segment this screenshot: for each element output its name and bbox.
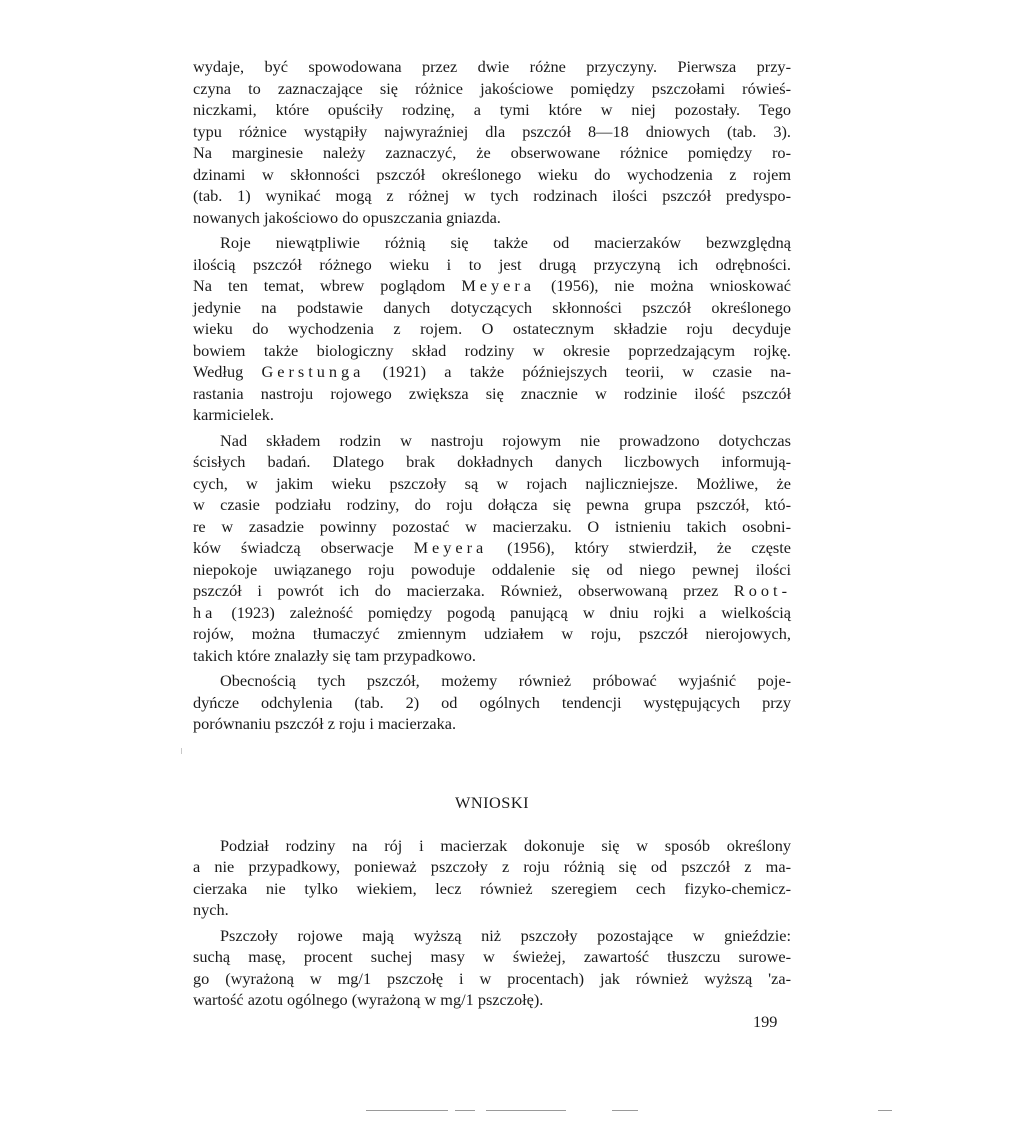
text-line: re w zasadzie powinny pozostać w macierzaku. O istnieniu takich osobni- <box>193 516 791 536</box>
paragraph-3 <box>193 430 791 667</box>
text-segment: (1956), nie można wnioskować <box>535 276 792 295</box>
text-line: dzinami w skłonności pszczół określonego wieku do wychodzenia z rojem <box>193 164 791 184</box>
text-segment: (1923) zależność pomiędzy pogodą panującą w dniu rojki a wielkością <box>216 602 791 622</box>
text-line: Nad składem rodzin w nastroju rojowym nie prowadzono dotychczas <box>220 430 791 450</box>
author-name: ha <box>193 602 217 622</box>
text-line: Podział rodziny na rój i macierzak dokonuje się w sposób określony <box>220 835 791 855</box>
conclusion-paragraph-2 <box>193 925 791 1011</box>
paragraph-4 <box>193 670 791 735</box>
text-line <box>193 602 791 624</box>
page-body <box>193 56 791 1011</box>
text-line: czyna to zaznaczające się różnice jakościowe pomiędzy pszczołami rówieś- <box>193 78 791 98</box>
text-segment: Według <box>193 362 262 381</box>
text-line: takich które znalazły się tam przypadkowo. <box>193 645 477 665</box>
text-line: bowiem także biologiczny skład rodziny w okresie poprzedzającym rojkę. <box>193 340 791 360</box>
text-line: nowanych jakościowo do opuszczania gniazda. <box>193 207 501 227</box>
scan-artifact <box>612 1110 638 1111</box>
text-segment: Na ten temat, wbrew poglądom <box>193 276 462 295</box>
text-line <box>193 361 791 383</box>
scan-artifact <box>486 1110 566 1111</box>
text-line: rastania nastroju rojowego zwiększa się znacznie w rodzinie ilość pszczół <box>193 383 791 403</box>
text-line: jedynie na podstawie danych dotyczących skłonności pszczół określonego <box>193 297 791 317</box>
text-line: wydaje, być spowodowana przez dwie różne przyczyny. Pierwsza przy- <box>193 57 791 76</box>
text-line: a nie przypadkowy, ponieważ pszczoły z roju różnią się od pszczół z ma- <box>193 857 791 876</box>
author-name: Gerstunga <box>261 362 365 381</box>
text-line: cych, w jakim wieku pszczoły są w rojach najliczniejsze. Możliwe, że <box>193 473 791 493</box>
text-segment: (1956), który stwierdził, że częste <box>487 538 792 557</box>
text-line <box>193 275 791 297</box>
paragraph-1 <box>193 56 791 228</box>
text-line: Pszczoły rojowe mają wyższą niż pszczoły pozostające w gnieździe: <box>220 925 791 945</box>
text-line: suchą masę, procent suchej masy w świeżej, zawartość tłuszczu surowe- <box>193 947 791 966</box>
scan-artifact <box>181 748 182 754</box>
author-name: Root- <box>733 581 791 600</box>
text-segment: ków świadczą obserwacje <box>193 538 414 557</box>
text-line: wartość azotu ogólnego (wyrażoną w mg/1 pszczołę). <box>193 990 544 1009</box>
page-number: 199 <box>753 1012 778 1031</box>
text-segment: (1921) a także późniejszych teorii, w czasie na- <box>364 362 791 381</box>
scan-artifact <box>366 1110 448 1111</box>
scan-artifact <box>878 1110 892 1111</box>
text-line: ilością pszczół różnego wieku i to jest drugą przyczyną ich odrębności. <box>193 254 791 274</box>
text-line: Na marginesie należy zaznaczyć, że obserwowane różnice pomiędzy ro- <box>193 143 791 162</box>
text-line: rojów, można tłumaczyć zmiennym udziałem w roju, pszczół nierojowych, <box>193 624 791 643</box>
text-line: Roje niewątpliwie różnią się także od macierzaków bezwzględną <box>220 233 791 252</box>
text-line: dyńcze odchylenia (tab. 2) od ogólnych tendencji występujących przy <box>193 692 791 712</box>
text-line: karmicielek. <box>193 405 274 424</box>
author-name: Meyera <box>413 538 488 557</box>
text-line: nych. <box>193 900 229 919</box>
text-line: wieku do wychodzenia z rojem. O ostatecznym składzie roju decyduje <box>193 319 791 338</box>
paragraph-2 <box>193 232 791 426</box>
text-line: niczkami, które opuściły rodzinę, a tymi które w niej pozostały. Tego <box>193 100 791 119</box>
text-line: porównaniu pszczół z roju i macierzaka. <box>193 714 457 733</box>
conclusion-paragraph-1 <box>193 835 791 921</box>
text-line: ścisłych badań. Dlatego brak dokładnych danych liczbowych informują- <box>193 452 791 471</box>
author-name: Meyera <box>461 276 536 295</box>
text-segment: pszczół i powrót ich do macierzaka. Również, obserwowaną przez <box>193 581 734 600</box>
section-heading: WNIOSKI <box>454 792 530 812</box>
text-line: niepokoje uwiązanego roju powoduje oddalenie się od niego pewnej ilości <box>193 559 791 579</box>
text-line: go (wyrażoną w mg/1 pszczołę i w procentach) jak również wyższą 'za- <box>193 968 791 988</box>
text-line: Obecnością tych pszczół, możemy również próbować wyjaśnić poje- <box>220 671 791 690</box>
text-line <box>193 580 791 602</box>
text-line: (tab. 1) wynikać mogą z różnej w tych rodzinach ilości pszczół predyspo- <box>193 186 791 205</box>
scan-artifact <box>455 1110 475 1111</box>
text-line: w czasie podziału rodziny, do roju dołącza się pewna grupa pszczół, któ- <box>193 495 791 514</box>
text-line: typu różnice wystąpiły najwyraźniej dla pszczół 8—18 dniowych (tab. 3). <box>193 121 791 141</box>
text-line: cierzaka nie tylko wiekiem, lecz również szeregiem cech fizyko-chemicz- <box>193 878 791 898</box>
text-line <box>193 537 791 559</box>
